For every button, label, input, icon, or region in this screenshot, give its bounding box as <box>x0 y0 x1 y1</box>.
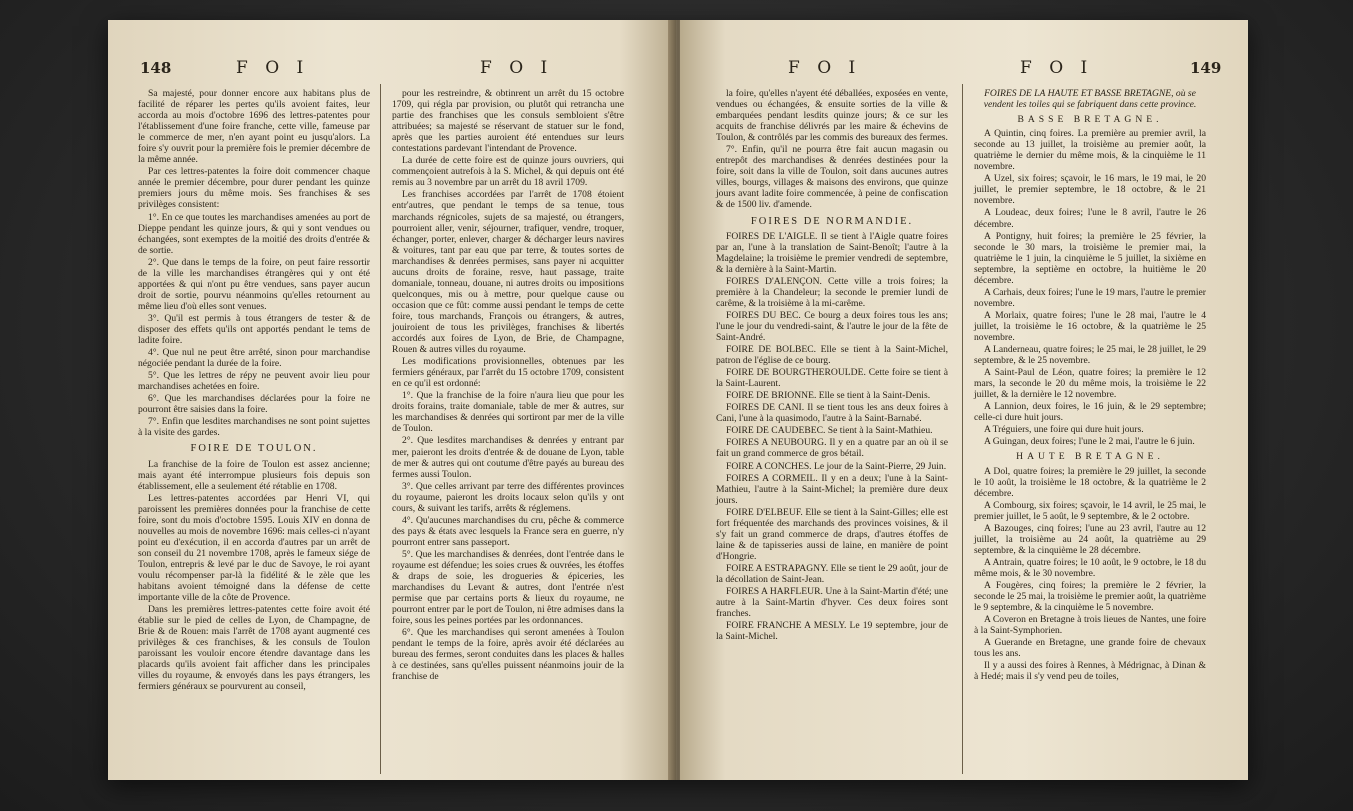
paragraph: FOIRE DE BOLBEC. Elle se tient à la Saint-Michel, patron de l'église de ce bourg. <box>716 344 948 367</box>
paragraph: FOIRES DE L'AIGLE. Il se tient à l'Aigle quatre foires par an, l'une à la translation de Saint-Benoît; l'autre à la Magdelaine; la troisième le premier vendredi de septembre, & la dernière à la Saint-Martin. <box>716 230 948 275</box>
left-page <box>108 20 676 780</box>
paragraph: A Combourg, six foires; sçavoir, le 14 avril, le 25 mai, le premier juillet, le 5 août, le 9 septembre, & le 2 octobre. <box>974 499 1206 522</box>
paragraph: 4°. Que nul ne peut être arrêté, sinon pour marchandise négociée pendant la durée de la foire. <box>138 347 370 370</box>
right-page <box>680 20 1248 780</box>
paragraph: FOIRES A CORMEIL. Il y en a deux; l'une à la Saint-Mathieu, l'autre à la Saint-Michel; la première dure deux jours. <box>716 472 948 506</box>
paragraph: A Landerneau, quatre foires; le 25 mai, le 28 juillet, le 29 septembre, & le 25 novembre. <box>974 344 1206 367</box>
paragraph: A Pontigny, huit foires; la première le 25 février, la seconde le 30 mars, la troisième le premier mai, la quatrième le 1 juin, la cinquième le 5 juillet, la sixième en septembre, la septième en octobre, la huitième le 20 décembre. <box>974 230 1206 286</box>
paragraph: 7°. Enfin, qu'il ne pourra être fait aucun magasin ou entrepôt des marchandises & denrées destinées pour la foire, soit dans la ville de Toulon, soit dans aucunes autres villes, bourgs, villages & maisons des environs, que quinze jours avant ladite foire commencée, à peine de confiscation & de 1500 liv. d'amende. <box>716 144 948 211</box>
left-running-head-2: F O I <box>480 58 554 78</box>
right-page-column-1 <box>716 88 948 643</box>
paragraph: pour les restreindre, & obtinrent un arrêt du 15 octobre 1709, qui régla par provision, ou plutôt qui retrancha une partie des franchises que les consuls sembloient s'être attribuées; sa majesté se réservant de statuer sur le fond, après que les parties auroient été entendues sur leurs contestations pardevant l'intendant de Provence. <box>392 88 624 155</box>
paragraph: A Lannion, deux foires, le 16 juin, & le 29 septembre; celle-ci dure huit jours. <box>974 401 1206 424</box>
paragraph: 1°. Que la franchise de la foire n'aura lieu que pour les droits forains, traite domaniale, table de mer & autres, sur les marchandises & denrées qui sortiront par mer de la ville de Toulon. <box>392 390 624 435</box>
paragraph: 1°. En ce que toutes les marchandises amenées au port de Dieppe pendant les quinze jours, & qui y sont vendues ou échangées, sont exemptes de la moitié des droits d'entrée & de sortie. <box>138 211 370 256</box>
paragraph: A Loudeac, deux foires; l'une le 8 avril, l'autre le 26 décembre. <box>974 207 1206 230</box>
paragraph: FOIRE DE BOURGTHEROULDE. Cette foire se tient à la Saint-Laurent. <box>716 367 948 390</box>
paragraph: La durée de cette foire est de quinze jours ouvriers, qui commençoient autrefois à la S. Michel, & qui depuis ont été remis au 3 novembre par un arrêt du 18 avril 1709. <box>392 155 624 189</box>
left-running-head-1: F O I <box>236 58 310 78</box>
paragraph: 5°. Que les lettres de répy ne peuvent avoir lieu pour marchandises achetées en foire. <box>138 370 370 393</box>
column-rule <box>962 84 963 774</box>
paragraph: 7°. Enfin que lesdites marchandises ne sont point sujettes à la visite des gardes. <box>138 416 370 439</box>
right-running-head-2: F O I <box>1020 58 1094 78</box>
section-heading: FOIRE DE TOULON. <box>190 443 318 455</box>
section-heading: FOIRES DE NORMANDIE. <box>750 215 914 227</box>
section-heading: FOIRES DE LA HAUTE ET BASSE BRETAGNE, où se vendent les toiles qui se fabriquent dans cette province. <box>983 88 1197 111</box>
section-heading: BASSE BRETAGNE. <box>1017 114 1163 126</box>
paragraph: Dans les premières lettres-patentes cette foire avoit été établie sur le pied de celles de Lyon, de Champagne, de Brie & de Rouen: mais l'arrêt de 1708 ayant augmenté ces privilèges & ces franchises, & les consuls de Toulon paroissant les vouloir encore étendre davantage dans les placards qu'ils avoient fait afficher dans les principales villes du royaume, & envoyés dans les pays étrangers, les fermiers généraux se pourvurent au conseil, <box>138 604 370 693</box>
paragraph: 2°. Que lesdites marchandises & denrées y entrant par mer, paieront les droits d'entrée & de douane de Lyon, table de mer & autres qui ont coutume d'être payés au bureau des fermes aussi Toulon. <box>392 435 624 480</box>
right-running-head-1: F O I <box>788 58 862 78</box>
paragraph: A Carhais, deux foires; l'une le 19 mars, l'autre le premier novembre. <box>974 286 1206 309</box>
paragraph: la foire, qu'elles n'ayent été déballées, exposées en vente, vendues ou échangées, & ensuite sorties de la ville & embarquées pendant lesdits quinze jours; & ce sur les acquits de franchise délivrés par les maire & échevins de Toulon, & contrôlés par les commis des bureaux des fermes. <box>716 88 948 144</box>
left-page-number: 148 <box>140 59 172 77</box>
paragraph: A Guingan, deux foires; l'une le 2 mai, l'autre le 6 juin. <box>984 436 1195 448</box>
paragraph: 2°. Que dans le temps de la foire, on peut faire ressortir de la ville les marchandises étrangères qui y ont été apportées & qui n'ont pu être vendues, sans payer aucun droit de sortie, pourvu néanmoins qu'elles retournent au même lieu d'où elles sont venues. <box>138 256 370 312</box>
paragraph: 6°. Que les marchandises qui seront amenées à Toulon pendant le temps de la foire, après avoir été déclarées au bureau des fermes, seront conduites dans les places & halles à ce destinées, sans qu'elles puissent néanmoins jouir de la franchise de <box>392 627 624 683</box>
right-page-number: 149 <box>1190 59 1222 77</box>
column-rule <box>380 84 381 774</box>
paragraph: A Quintin, cinq foires. La première au premier avril, la seconde au 13 juillet, la troisième au premier août, la quatrième le dernier du même mois, & la cinquième le 11 novembre. <box>974 128 1206 173</box>
paragraph: Il y a aussi des foires à Rennes, à Médrignac, à Dinan & à Hedé; mais il s'y vend peu de toiles, <box>974 660 1206 683</box>
paragraph: Les modifications provisionnelles, obtenues par les fermiers généraux, par l'arrêt du 15 octobre 1709, consistent en ce qu'il est ordonné: <box>392 356 624 390</box>
left-page-column-1 <box>138 88 370 693</box>
paragraph: A Tréguiers, une foire qui dure huit jours. <box>984 424 1144 436</box>
paragraph: Sa majesté, pour donner encore aux habitans plus de facilité de réparer les pertes qu'ils avoient faites, leur accorda au mois d'octobre 1696 des lettres-patentes pour l'établissement d'une foire franche, cette ville, fameuse par le commerce de mer, n'en ayant point eu jusqu'alors. La foire s'y ouvrit pour la première fois le premier décembre de la même année. <box>138 88 370 166</box>
paragraph: FOIRES DU BEC. Ce bourg a deux foires tous les ans; l'une le jour du vendredi-saint, & l'autre le jour de la fête de Saint-André. <box>716 309 948 343</box>
paragraph: FOIRE D'ELBEUF. Elle se tient à la Saint-Gilles; elle est fort fréquentée des marchands des provinces voisines, & il s'y fait un grand commerce de draps, d'autres étoffes de laine & de tapisseries aussi de laine, en manière de point d'Hongrie. <box>716 506 948 562</box>
paragraph: Les franchises accordées par l'arrêt de 1708 étoient entr'autres, que pendant le temps de sa tenue, tous marchands régnicoles, sujets de sa majesté, ou étrangers, pourroient aller, venir, séjourner, trafiquer, vendre, troquer, échanger, porter, enlever, charger & décharger leurs navires & voitures, tant par eau que par terre, & toutes sortes de marchandises & denrées permises, sans payer ni acquitter aucuns droits de foraine, resve, haut passage, traite domaniale, tonneau, douane, ni autres droits ou impositions quelconques, mis ou à mettre, pour quelque cause ou occasion que ce fût: comme aussi pendant le temps de cette foire, tous marchands, François ou étrangers, & autres, jouiroient de tous les privilèges, franchises & libertés accordés aux foires de Lyon, de Brie, de Champagne, Rouen & autres villes du royaume. <box>392 189 624 356</box>
paragraph: 6°. Que les marchandises déclarées pour la foire ne pourront être saisies dans la foire. <box>138 393 370 416</box>
paragraph: La franchise de la foire de Toulon est assez ancienne; mais ayant été interrompue plusieurs fois depuis son établissement, elle a seulement été rétablie en 1708. <box>138 458 370 492</box>
paragraph: FOIRE DE CAUDEBEC. Se tient à la Saint-Mathieu. <box>726 425 933 437</box>
paragraph: A Guerande en Bretagne, une grande foire de chevaux tous les ans. <box>974 637 1206 660</box>
paragraph: FOIRES D'ALENÇON. Cette ville a trois foires; la première à la Chandeleur; la seconde le premier lundi de carême, & la troisième à la mi-carême. <box>716 275 948 309</box>
paragraph: A Morlaix, quatre foires; l'une le 28 mai, l'autre le 4 juillet, la troisième le 16 octobre, & la quatrième le 25 novembre. <box>974 309 1206 343</box>
paragraph: A Coveron en Bretagne à trois lieues de Nantes, une foire à la Saint-Symphorien. <box>974 614 1206 637</box>
paragraph: 4°. Qu'aucunes marchandises du cru, pêche & commerce des pays & états avec lesquels la France sera en guerre, n'y pourront entrer sans passeport. <box>392 514 624 548</box>
open-book <box>108 20 1248 780</box>
paragraph: Les lettres-patentes accordées par Henri VI, qui paroissent les premières données pour la franchise de cette foire, sont du mois d'octobre 1595. Louis XIV en donna de nouvelles au mois de novembre 1696: mais celles-ci n'ayant point eu d'exécution, il en accorda d'autres par un arrêt de son conseil du 21 novembre 1708, après le fameux siége de Toulon, entrepris & levé par le duc de Savoye, le roi ayant voulu récompenser par-là la fidélité & le zèle que les habitans avoient témoigné dans la défense de cette importante ville de la côte de Provence. <box>138 492 370 604</box>
section-heading: HAUTE BRETAGNE. <box>1016 451 1164 463</box>
paragraph: FOIRE FRANCHE A MESLY. Le 19 septembre, jour de la Saint-Michel. <box>716 620 948 643</box>
paragraph: 5°. Que les marchandises & denrées, dont l'entrée dans le royaume est défendue; les soies crues & ouvrées, les étoffes & draps de soie, les drogueries & épiceries, les marchandises du Levant & autres, dont l'entrée n'est permise que par certains ports & lieux du royaume, ne pourront entrer par le port de Toulon, ni être admises dans la foire, sous les peines portées par les ordonnances. <box>392 548 624 627</box>
paragraph: 3°. Qu'il est permis à tous étrangers de tester & de disposer des effets qu'ils ont apportés pendant le tems de ladite foire. <box>138 312 370 347</box>
paragraph: A Dol, quatre foires; la première le 29 juillet, la seconde le 10 août, la troisième le 18 octobre, & la quatrième le 2 décembre. <box>974 465 1206 499</box>
paragraph: FOIRES A NEUBOURG. Il y en a quatre par an où il se fait un grand commerce de gros bétail. <box>716 437 948 460</box>
paragraph: Par ces lettres-patentes la foire doit commencer chaque année le premier décembre, pour durer pendant les quinze premiers jours du même mois. Ses franchises & ses privilèges consistent: <box>138 166 370 211</box>
left-page-column-2 <box>392 88 624 683</box>
paragraph: FOIRES A HARFLEUR. Une à la Saint-Martin d'été; une autre à la Saint-Martin d'hyver. Ces deux foires sont franches. <box>716 586 948 620</box>
right-page-column-2 <box>974 88 1206 683</box>
paragraph: FOIRE A ESTRAPAGNY. Elle se tient le 29 août, jour de la décollation de Saint-Jean. <box>716 562 948 585</box>
paragraph: A Saint-Paul de Léon, quatre foires; la première le 12 mars, la seconde le 20 du même mois, la troisième le 22 juillet, & la dernière le 12 novembre. <box>974 367 1206 401</box>
paragraph: A Bazouges, cinq foires; l'une au 23 avril, l'autre au 12 juillet, la troisième au 24 août, la quatrième au 29 septembre, & la cinquième le 28 décembre. <box>974 522 1206 556</box>
paragraph: FOIRES DE CANI. Il se tient tous les ans deux foires à Cani, l'une à la quasimodo, l'autre à la Saint-Barnabé. <box>716 402 948 425</box>
paragraph: A Antrain, quatre foires; le 10 août, le 9 octobre, le 18 du même mois, & le 30 novembre. <box>974 556 1206 579</box>
paragraph: A Fougères, cinq foires; la première le 2 février, la seconde le 25 mai, la troisième le premier août, la quatrième le 9 septembre, & la cinquième le 5 novembre. <box>974 579 1206 614</box>
paragraph: 3°. Que celles arrivant par terre des différentes provinces du royaume, paieront les droits locaux selon qu'ils y ont cours, & suivant les tarifs, arrêts & réglemens. <box>392 480 624 514</box>
paragraph: FOIRE DE BRIONNE. Elle se tient à la Saint-Denis. <box>726 390 931 402</box>
paragraph: A Uzel, six foires; sçavoir, le 16 mars, le 19 mai, le 20 juillet, le premier septembre, le 18 octobre, & le 21 novembre. <box>974 173 1206 207</box>
paragraph: FOIRE A CONCHES. Le jour de la Saint-Pierre, 29 Juin. <box>726 460 947 472</box>
